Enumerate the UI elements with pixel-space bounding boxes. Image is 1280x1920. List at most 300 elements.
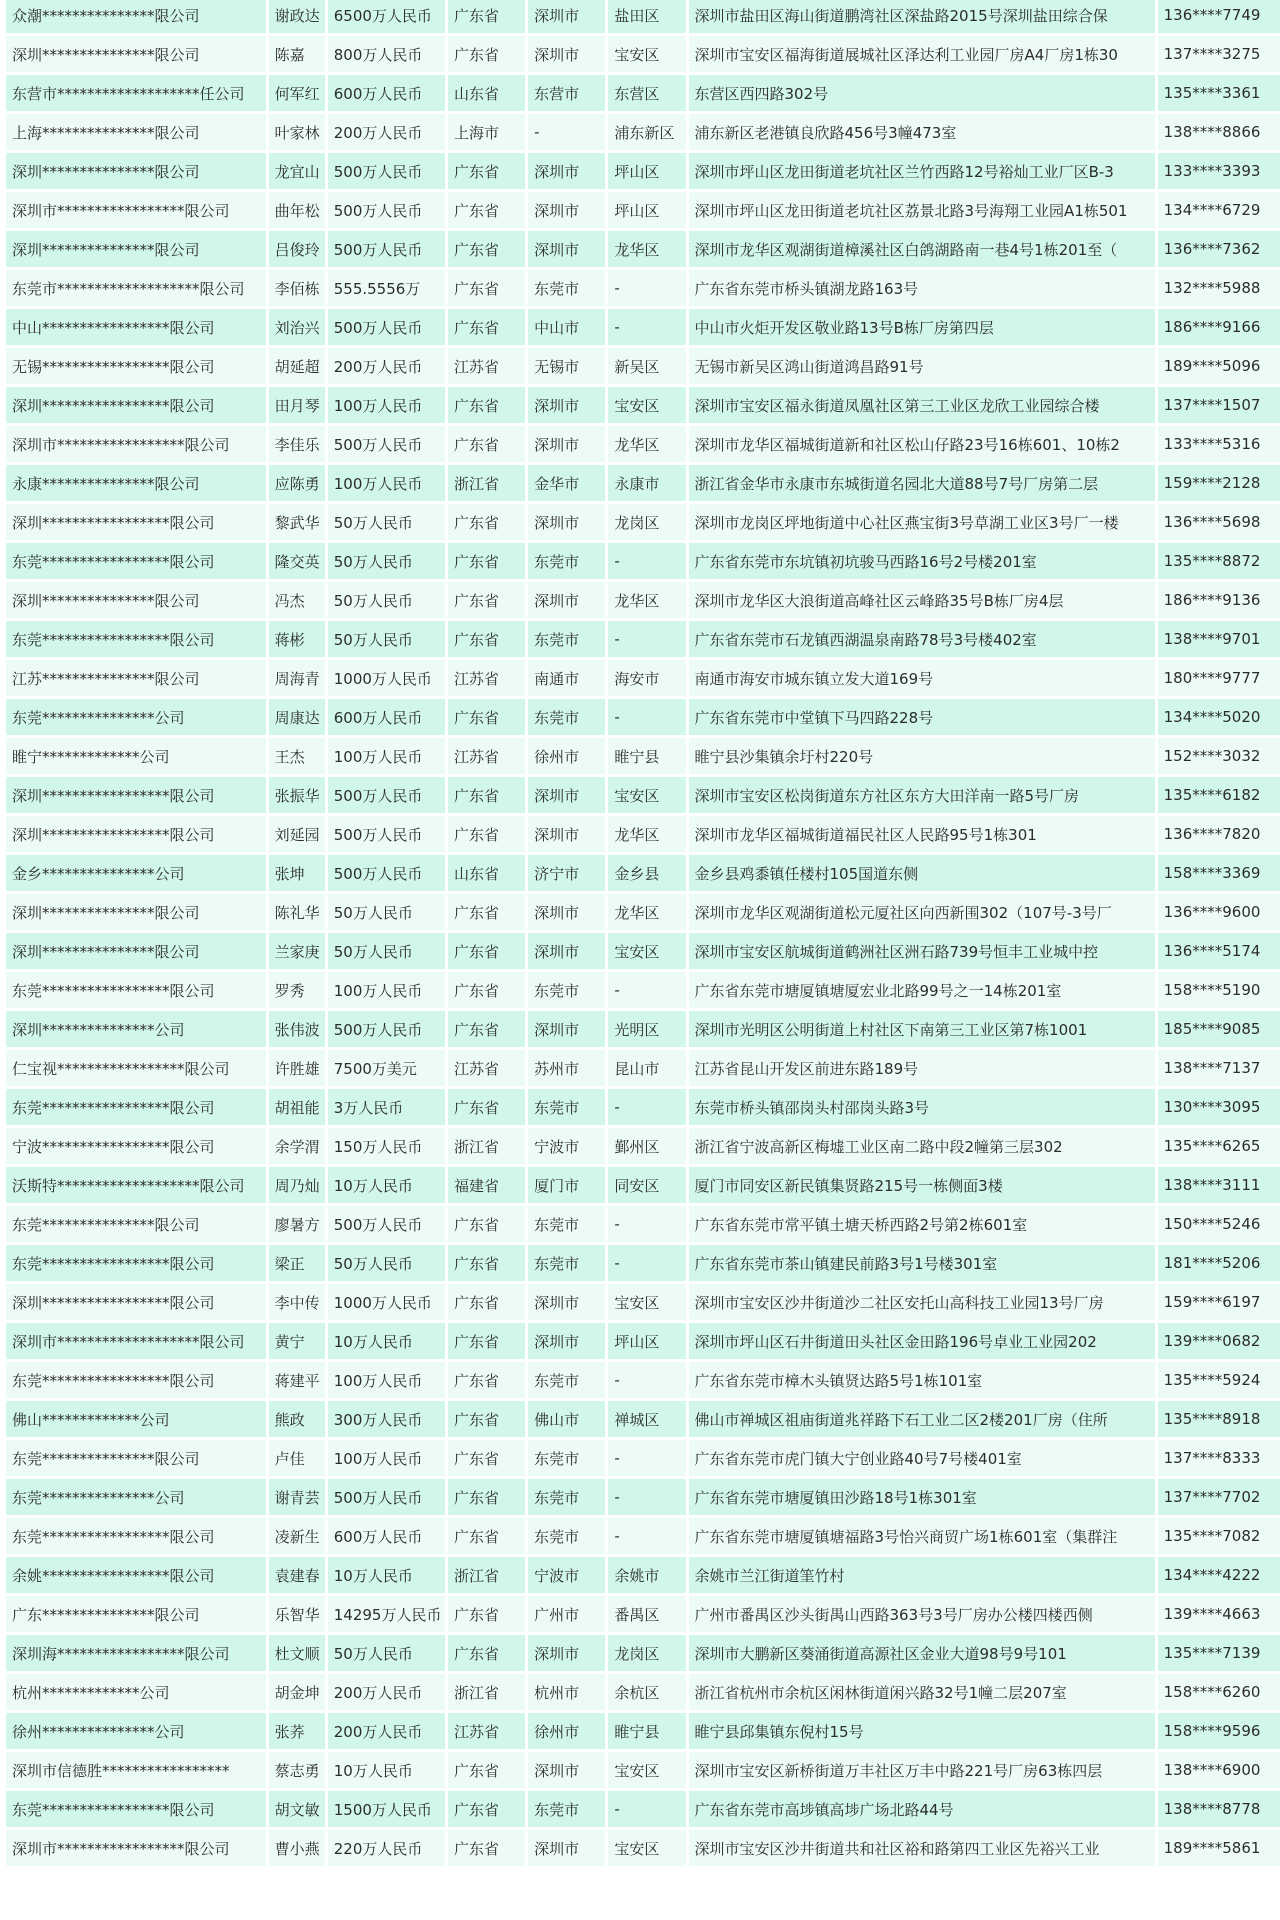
- address-cell: 广东省东莞市中堂镇下马四路228号: [689, 699, 1155, 735]
- district-cell: 新吴区: [608, 348, 685, 384]
- registered-capital-cell: 500万人民币: [328, 1479, 445, 1515]
- company-name-cell: 深圳***************限公司: [6, 153, 266, 189]
- registered-capital-cell: 200万人民币: [328, 114, 445, 150]
- phone-cell: 134****6729: [1158, 192, 1280, 228]
- table-row: [6, 660, 1280, 696]
- registered-capital-cell: 555.5556万: [328, 270, 445, 306]
- table-row: [6, 1128, 1280, 1164]
- province-cell: 江苏省: [448, 1050, 525, 1086]
- address-cell: 深圳市盐田区海山街道鹏湾社区深盐路2015号深圳盐田综合保: [689, 0, 1155, 33]
- district-cell: -: [608, 270, 685, 306]
- address-cell: 深圳市龙岗区坪地街道中心社区燕宝街3号草湖工业区3号厂一楼: [689, 504, 1155, 540]
- table-row: [6, 1167, 1280, 1203]
- registered-capital-cell: 600万人民币: [328, 1518, 445, 1554]
- company-name-cell: 深圳市*****************限公司: [6, 192, 266, 228]
- district-cell: 宝安区: [608, 387, 685, 423]
- phone-cell: 158****6260: [1158, 1674, 1280, 1710]
- company-name-cell: 深圳*****************限公司: [6, 1284, 266, 1320]
- district-cell: 光明区: [608, 1011, 685, 1047]
- registered-capital-cell: 50万人民币: [328, 543, 445, 579]
- registered-capital-cell: 500万人民币: [328, 1011, 445, 1047]
- phone-cell: 158****3369: [1158, 855, 1280, 891]
- phone-cell: 185****9085: [1158, 1011, 1280, 1047]
- city-cell: 中山市: [528, 309, 605, 345]
- contact-person-cell: 张荞: [269, 1713, 325, 1749]
- company-name-cell: 仁宝视*****************限公司: [6, 1050, 266, 1086]
- company-name-cell: 中山*****************限公司: [6, 309, 266, 345]
- table-row: [6, 426, 1280, 462]
- phone-cell: 139****0682: [1158, 1323, 1280, 1359]
- table-row: [6, 309, 1280, 345]
- province-cell: 广东省: [448, 1635, 525, 1671]
- city-cell: 深圳市: [528, 153, 605, 189]
- district-cell: 坪山区: [608, 153, 685, 189]
- district-cell: 龙华区: [608, 426, 685, 462]
- address-cell: 深圳市宝安区福永街道凤凰社区第三工业区龙欣工业园综合楼: [689, 387, 1155, 423]
- address-cell: 东营区西四路302号: [689, 75, 1155, 111]
- table-row: [6, 153, 1280, 189]
- address-cell: 南通市海安市城东镇立发大道169号: [689, 660, 1155, 696]
- province-cell: 广东省: [448, 1596, 525, 1632]
- contact-person-cell: 周乃灿: [269, 1167, 325, 1203]
- company-name-cell: 东莞***************限公司: [6, 1206, 266, 1242]
- address-cell: 深圳市宝安区沙井街道沙二社区安托山高科技工业园13号厂房: [689, 1284, 1155, 1320]
- address-cell: 广州市番禺区沙头街禺山西路363号3号厂房办公楼四楼西侧: [689, 1596, 1155, 1632]
- company-name-cell: 深圳***************限公司: [6, 933, 266, 969]
- registered-capital-cell: 10万人民币: [328, 1323, 445, 1359]
- phone-cell: 150****5246: [1158, 1206, 1280, 1242]
- company-name-cell: 深圳***************限公司: [6, 36, 266, 72]
- city-cell: 东莞市: [528, 1518, 605, 1554]
- province-cell: 广东省: [448, 387, 525, 423]
- city-cell: 无锡市: [528, 348, 605, 384]
- phone-cell: 130****3095: [1158, 1089, 1280, 1125]
- contact-person-cell: 胡祖能: [269, 1089, 325, 1125]
- registered-capital-cell: 200万人民币: [328, 348, 445, 384]
- company-name-cell: 深圳市*****************限公司: [6, 1830, 266, 1866]
- district-cell: 宝安区: [608, 777, 685, 813]
- city-cell: 东莞市: [528, 972, 605, 1008]
- contact-person-cell: 乐智华: [269, 1596, 325, 1632]
- company-name-cell: 东莞***************限公司: [6, 1440, 266, 1476]
- address-cell: 深圳市坪山区龙田街道老坑社区荔景北路3号海翔工业园A1栋501: [689, 192, 1155, 228]
- registered-capital-cell: 50万人民币: [328, 894, 445, 930]
- province-cell: 广东省: [448, 0, 525, 33]
- phone-cell: 139****4663: [1158, 1596, 1280, 1632]
- contact-person-cell: 王杰: [269, 738, 325, 774]
- table-row: [6, 621, 1280, 657]
- table-row: [6, 1323, 1280, 1359]
- registered-capital-cell: 800万人民币: [328, 36, 445, 72]
- city-cell: 深圳市: [528, 1635, 605, 1671]
- contact-person-cell: 刘治兴: [269, 309, 325, 345]
- address-cell: 深圳市龙华区福城街道新和社区松山仔路23号16栋601、10栋2: [689, 426, 1155, 462]
- phone-cell: 138****9701: [1158, 621, 1280, 657]
- table-row: [6, 1050, 1280, 1086]
- company-name-cell: 杭州*************公司: [6, 1674, 266, 1710]
- city-cell: 深圳市: [528, 1284, 605, 1320]
- city-cell: 深圳市: [528, 504, 605, 540]
- district-cell: 禅城区: [608, 1401, 685, 1437]
- address-cell: 金乡县鸡黍镇任楼村105国道东侧: [689, 855, 1155, 891]
- province-cell: 广东省: [448, 1830, 525, 1866]
- district-cell: -: [608, 543, 685, 579]
- contact-person-cell: 陈嘉: [269, 36, 325, 72]
- province-cell: 浙江省: [448, 1128, 525, 1164]
- contact-person-cell: 曹小燕: [269, 1830, 325, 1866]
- phone-cell: 132****5988: [1158, 270, 1280, 306]
- city-cell: 杭州市: [528, 1674, 605, 1710]
- city-cell: 金华市: [528, 465, 605, 501]
- company-name-cell: 东莞*****************限公司: [6, 1791, 266, 1827]
- contact-person-cell: 廖暑方: [269, 1206, 325, 1242]
- city-cell: 宁波市: [528, 1557, 605, 1593]
- table-row: [6, 1557, 1280, 1593]
- phone-cell: 138****3111: [1158, 1167, 1280, 1203]
- address-cell: 浙江省杭州市余杭区闲林街道闲兴路32号1幢二层207室: [689, 1674, 1155, 1710]
- registered-capital-cell: 10万人民币: [328, 1167, 445, 1203]
- phone-cell: 186****9166: [1158, 309, 1280, 345]
- table-row: [6, 1596, 1280, 1632]
- contact-person-cell: 胡金坤: [269, 1674, 325, 1710]
- city-cell: 东莞市: [528, 621, 605, 657]
- city-cell: 佛山市: [528, 1401, 605, 1437]
- contact-person-cell: 李佳乐: [269, 426, 325, 462]
- district-cell: 龙华区: [608, 816, 685, 852]
- contact-person-cell: 谢青芸: [269, 1479, 325, 1515]
- registered-capital-cell: 100万人民币: [328, 972, 445, 1008]
- company-name-cell: 深圳市*****************限公司: [6, 426, 266, 462]
- registered-capital-cell: 1000万人民币: [328, 1284, 445, 1320]
- province-cell: 福建省: [448, 1167, 525, 1203]
- phone-cell: 135****7139: [1158, 1635, 1280, 1671]
- table-row: [6, 816, 1280, 852]
- city-cell: 深圳市: [528, 1830, 605, 1866]
- district-cell: 鄞州区: [608, 1128, 685, 1164]
- table-row: [6, 1830, 1280, 1866]
- district-cell: -: [608, 621, 685, 657]
- company-name-cell: 深圳市*******************限公司: [6, 1323, 266, 1359]
- province-cell: 广东省: [448, 1362, 525, 1398]
- district-cell: 坪山区: [608, 1323, 685, 1359]
- city-cell: 深圳市: [528, 1011, 605, 1047]
- city-cell: 东莞市: [528, 1440, 605, 1476]
- contact-person-cell: 胡文敏: [269, 1791, 325, 1827]
- company-name-cell: 东莞*****************限公司: [6, 1245, 266, 1281]
- phone-cell: 136****7820: [1158, 816, 1280, 852]
- city-cell: 宁波市: [528, 1128, 605, 1164]
- table-row: [6, 738, 1280, 774]
- registered-capital-cell: 200万人民币: [328, 1674, 445, 1710]
- city-cell: 东莞市: [528, 270, 605, 306]
- district-cell: 坪山区: [608, 192, 685, 228]
- registered-capital-cell: 10万人民币: [328, 1752, 445, 1788]
- province-cell: 广东省: [448, 699, 525, 735]
- province-cell: 广东省: [448, 1401, 525, 1437]
- province-cell: 广东省: [448, 1479, 525, 1515]
- table-row: [6, 699, 1280, 735]
- contact-person-cell: 胡延超: [269, 348, 325, 384]
- province-cell: 江苏省: [448, 348, 525, 384]
- phone-cell: 137****8333: [1158, 1440, 1280, 1476]
- province-cell: 浙江省: [448, 465, 525, 501]
- phone-cell: 158****5190: [1158, 972, 1280, 1008]
- province-cell: 广东省: [448, 1752, 525, 1788]
- registered-capital-cell: 100万人民币: [328, 1440, 445, 1476]
- city-cell: 深圳市: [528, 0, 605, 33]
- city-cell: 深圳市: [528, 387, 605, 423]
- city-cell: 深圳市: [528, 777, 605, 813]
- phone-cell: 152****3032: [1158, 738, 1280, 774]
- city-cell: 深圳市: [528, 192, 605, 228]
- district-cell: -: [608, 309, 685, 345]
- company-name-cell: 沃斯特*******************限公司: [6, 1167, 266, 1203]
- city-cell: 东莞市: [528, 1206, 605, 1242]
- registered-capital-cell: 50万人民币: [328, 1635, 445, 1671]
- company-name-cell: 东营市*******************任公司: [6, 75, 266, 111]
- contact-person-cell: 何军红: [269, 75, 325, 111]
- phone-cell: 136****9600: [1158, 894, 1280, 930]
- address-cell: 浙江省宁波高新区梅墟工业区南二路中段2幢第三层302: [689, 1128, 1155, 1164]
- province-cell: 广东省: [448, 36, 525, 72]
- address-cell: 广东省东莞市高埗镇高埗广场北路44号: [689, 1791, 1155, 1827]
- contact-person-cell: 袁建春: [269, 1557, 325, 1593]
- province-cell: 广东省: [448, 972, 525, 1008]
- phone-cell: 136****7749: [1158, 0, 1280, 33]
- phone-cell: 135****8872: [1158, 543, 1280, 579]
- company-name-cell: 东莞*****************限公司: [6, 543, 266, 579]
- province-cell: 上海市: [448, 114, 525, 150]
- registered-capital-cell: 50万人民币: [328, 621, 445, 657]
- province-cell: 江苏省: [448, 1713, 525, 1749]
- city-cell: 东莞市: [528, 1791, 605, 1827]
- phone-cell: 138****8778: [1158, 1791, 1280, 1827]
- address-cell: 江苏省昆山开发区前进东路189号: [689, 1050, 1155, 1086]
- province-cell: 广东省: [448, 153, 525, 189]
- registered-capital-cell: 500万人民币: [328, 1206, 445, 1242]
- province-cell: 广东省: [448, 1323, 525, 1359]
- contact-person-cell: 张振华: [269, 777, 325, 813]
- contact-person-cell: 许胜雄: [269, 1050, 325, 1086]
- phone-cell: 135****5924: [1158, 1362, 1280, 1398]
- contact-person-cell: 蒋建平: [269, 1362, 325, 1398]
- phone-cell: 135****6182: [1158, 777, 1280, 813]
- district-cell: 余姚市: [608, 1557, 685, 1593]
- company-name-cell: 深圳***************限公司: [6, 582, 266, 618]
- contact-person-cell: 周康达: [269, 699, 325, 735]
- contact-person-cell: 熊政: [269, 1401, 325, 1437]
- city-cell: 东莞市: [528, 543, 605, 579]
- registered-capital-cell: 100万人民币: [328, 1362, 445, 1398]
- contact-person-cell: 卢佳: [269, 1440, 325, 1476]
- table-body: [6, 0, 1280, 1866]
- company-name-cell: 永康***************限公司: [6, 465, 266, 501]
- table-row: [6, 1674, 1280, 1710]
- phone-cell: 138****7137: [1158, 1050, 1280, 1086]
- province-cell: 广东省: [448, 1245, 525, 1281]
- address-cell: 深圳市宝安区福海街道展城社区泽达利工业园厂房A4厂房1栋30: [689, 36, 1155, 72]
- company-name-cell: 徐州***************公司: [6, 1713, 266, 1749]
- company-name-cell: 江苏***************限公司: [6, 660, 266, 696]
- contact-person-cell: 梁正: [269, 1245, 325, 1281]
- contact-person-cell: 张伟波: [269, 1011, 325, 1047]
- district-cell: 宝安区: [608, 1284, 685, 1320]
- city-cell: 深圳市: [528, 582, 605, 618]
- province-cell: 广东省: [448, 816, 525, 852]
- district-cell: 东营区: [608, 75, 685, 111]
- address-cell: 广东省东莞市塘厦镇塘福路3号怡兴商贸广场1栋601室（集群注: [689, 1518, 1155, 1554]
- table-row: [6, 465, 1280, 501]
- contact-person-cell: 罗秀: [269, 972, 325, 1008]
- company-name-cell: 众潮***************限公司: [6, 0, 266, 33]
- district-cell: 昆山市: [608, 1050, 685, 1086]
- province-cell: 江苏省: [448, 738, 525, 774]
- phone-cell: 135****3361: [1158, 75, 1280, 111]
- registered-capital-cell: 100万人民币: [328, 465, 445, 501]
- district-cell: -: [608, 1206, 685, 1242]
- contact-person-cell: 吕俊玲: [269, 231, 325, 267]
- contact-person-cell: 李佰栋: [269, 270, 325, 306]
- city-cell: 南通市: [528, 660, 605, 696]
- company-name-cell: 上海***************限公司: [6, 114, 266, 150]
- district-cell: 永康市: [608, 465, 685, 501]
- table-row: [6, 270, 1280, 306]
- province-cell: 广东省: [448, 543, 525, 579]
- address-cell: 深圳市坪山区龙田街道老坑社区兰竹西路12号裕灿工业厂区B-3: [689, 153, 1155, 189]
- phone-cell: 138****6900: [1158, 1752, 1280, 1788]
- phone-cell: 181****5206: [1158, 1245, 1280, 1281]
- contact-person-cell: 李中传: [269, 1284, 325, 1320]
- contact-person-cell: 蒋彬: [269, 621, 325, 657]
- province-cell: 广东省: [448, 192, 525, 228]
- table-row: [6, 1011, 1280, 1047]
- registered-capital-cell: 500万人民币: [328, 426, 445, 462]
- company-name-cell: 无锡*****************限公司: [6, 348, 266, 384]
- contact-person-cell: 曲年松: [269, 192, 325, 228]
- city-cell: 东莞市: [528, 699, 605, 735]
- province-cell: 广东省: [448, 1440, 525, 1476]
- phone-cell: 159****6197: [1158, 1284, 1280, 1320]
- phone-cell: 138****8866: [1158, 114, 1280, 150]
- province-cell: 广东省: [448, 1206, 525, 1242]
- contact-person-cell: 叶家林: [269, 114, 325, 150]
- table-row: [6, 504, 1280, 540]
- address-cell: 深圳市龙华区观湖街道松元厦社区向西新围302（107号-3号厂: [689, 894, 1155, 930]
- district-cell: 龙岗区: [608, 1635, 685, 1671]
- table-row: [6, 0, 1280, 33]
- registered-capital-cell: 500万人民币: [328, 855, 445, 891]
- address-cell: 佛山市禅城区祖庙街道兆祥路下石工业二区2楼201厂房（住所: [689, 1401, 1155, 1437]
- registered-capital-cell: 10万人民币: [328, 1557, 445, 1593]
- city-cell: -: [528, 114, 605, 150]
- address-cell: 深圳市大鹏新区葵涌街道高源社区金业大道98号9号101: [689, 1635, 1155, 1671]
- phone-cell: 136****5174: [1158, 933, 1280, 969]
- phone-cell: 135****7082: [1158, 1518, 1280, 1554]
- province-cell: 广东省: [448, 1284, 525, 1320]
- address-cell: 深圳市宝安区松岗街道东方社区东方大田洋南一路5号厂房: [689, 777, 1155, 813]
- contact-person-cell: 凌新生: [269, 1518, 325, 1554]
- city-cell: 深圳市: [528, 1752, 605, 1788]
- table-row: [6, 1206, 1280, 1242]
- province-cell: 广东省: [448, 894, 525, 930]
- table-row: [6, 1518, 1280, 1554]
- district-cell: -: [608, 1791, 685, 1827]
- address-cell: 深圳市光明区公明街道上村社区下南第三工业区第7栋1001: [689, 1011, 1155, 1047]
- phone-cell: 180****9777: [1158, 660, 1280, 696]
- city-cell: 广州市: [528, 1596, 605, 1632]
- company-name-cell: 广东***************限公司: [6, 1596, 266, 1632]
- phone-cell: 136****7362: [1158, 231, 1280, 267]
- province-cell: 浙江省: [448, 1674, 525, 1710]
- registered-capital-cell: 7500万美元: [328, 1050, 445, 1086]
- table-row: [6, 582, 1280, 618]
- company-name-cell: 余姚*****************限公司: [6, 1557, 266, 1593]
- district-cell: 龙华区: [608, 582, 685, 618]
- city-cell: 东莞市: [528, 1245, 605, 1281]
- registered-capital-cell: 6500万人民币: [328, 0, 445, 33]
- company-name-cell: 深圳*****************限公司: [6, 816, 266, 852]
- contact-person-cell: 隆交英: [269, 543, 325, 579]
- phone-cell: 189****5096: [1158, 348, 1280, 384]
- table-row: [6, 75, 1280, 111]
- district-cell: 金乡县: [608, 855, 685, 891]
- province-cell: 广东省: [448, 1011, 525, 1047]
- address-cell: 无锡市新吴区鸿山街道鸿昌路91号: [689, 348, 1155, 384]
- company-name-cell: 东莞*****************限公司: [6, 1089, 266, 1125]
- city-cell: 苏州市: [528, 1050, 605, 1086]
- company-name-cell: 东莞*****************限公司: [6, 1518, 266, 1554]
- province-cell: 广东省: [448, 231, 525, 267]
- district-cell: 宝安区: [608, 1830, 685, 1866]
- table-row: [6, 1089, 1280, 1125]
- table-row: [6, 1362, 1280, 1398]
- province-cell: 广东省: [448, 1089, 525, 1125]
- district-cell: 龙华区: [608, 231, 685, 267]
- table-row: [6, 1635, 1280, 1671]
- table-row: [6, 1479, 1280, 1515]
- district-cell: 睢宁县: [608, 738, 685, 774]
- registered-capital-cell: 1000万人民币: [328, 660, 445, 696]
- city-cell: 东营市: [528, 75, 605, 111]
- district-cell: -: [608, 1089, 685, 1125]
- phone-cell: 137****1507: [1158, 387, 1280, 423]
- table-row: [6, 972, 1280, 1008]
- company-name-cell: 深圳海*****************限公司: [6, 1635, 266, 1671]
- registered-capital-cell: 14295万人民币: [328, 1596, 445, 1632]
- registered-capital-cell: 100万人民币: [328, 387, 445, 423]
- company-name-cell: 深圳*****************限公司: [6, 504, 266, 540]
- province-cell: 广东省: [448, 270, 525, 306]
- province-cell: 江苏省: [448, 660, 525, 696]
- company-name-cell: 深圳***************限公司: [6, 231, 266, 267]
- city-cell: 深圳市: [528, 231, 605, 267]
- registered-capital-cell: 220万人民币: [328, 1830, 445, 1866]
- city-cell: 徐州市: [528, 738, 605, 774]
- company-name-cell: 东莞***************公司: [6, 1479, 266, 1515]
- registered-capital-cell: 500万人民币: [328, 231, 445, 267]
- province-cell: 山东省: [448, 75, 525, 111]
- address-cell: 睢宁县邱集镇东倪村15号: [689, 1713, 1155, 1749]
- table-row: [6, 1713, 1280, 1749]
- registered-capital-cell: 500万人民币: [328, 816, 445, 852]
- district-cell: -: [608, 1245, 685, 1281]
- address-cell: 睢宁县沙集镇余圩村220号: [689, 738, 1155, 774]
- company-name-cell: 佛山*************公司: [6, 1401, 266, 1437]
- province-cell: 广东省: [448, 504, 525, 540]
- phone-cell: 189****5861: [1158, 1830, 1280, 1866]
- address-cell: 深圳市龙华区福城街道福民社区人民路95号1栋301: [689, 816, 1155, 852]
- company-name-cell: 宁波*****************限公司: [6, 1128, 266, 1164]
